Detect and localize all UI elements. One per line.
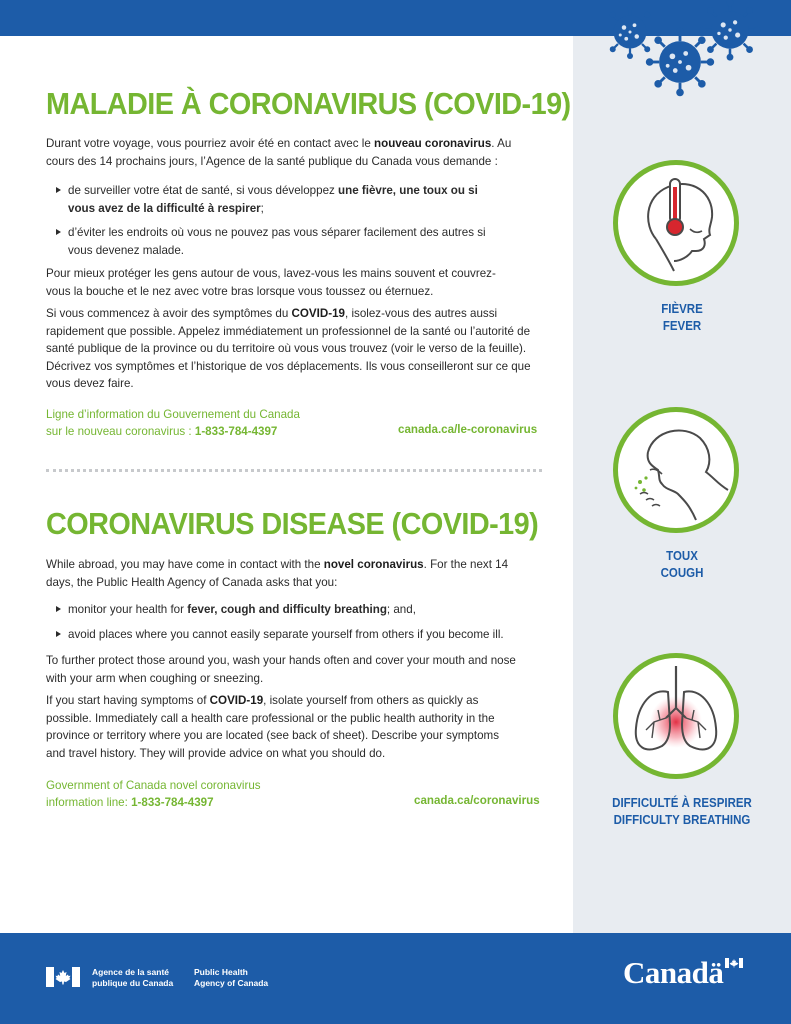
english-symptoms-text-2: , isolate yourself from others as quickly as possible. Immediately call a health care professional or the public health authority in the province or territory where you are located (see back of sheet). Describe your symptoms and travel history. They will provide advice on what you should do. <box>46 694 499 760</box>
list-item <box>46 224 506 259</box>
canada-flag-icon <box>725 958 743 968</box>
agency-name-fr <box>92 967 173 988</box>
breathing-label-en: DIFFICULTY BREATHING <box>613 813 751 827</box>
french-phone[interactable]: 1-833-784-4397 <box>194 425 278 438</box>
bullet-text-end: ; and, <box>386 603 416 616</box>
french-infoline <box>46 406 300 440</box>
agency-fr-line1: Agence de la santé <box>92 967 170 977</box>
bullet-bold: fever, cough and difficulty breathing <box>187 603 387 616</box>
english-infoline-text: Government of Canada novel coronavirus <box>46 779 261 792</box>
thermometer-head-icon <box>618 165 734 281</box>
canada-wordmark: Canadä <box>623 955 724 990</box>
list-item <box>46 182 506 217</box>
english-bullet-list <box>46 601 556 650</box>
cough-circle <box>613 407 739 533</box>
canada-flag-icon <box>46 967 80 987</box>
french-title: MALADIE À CORONAVIRUS (COVID-19) <box>46 86 571 121</box>
agency-fr-line2: publique du Canada <box>92 977 174 988</box>
coronavirus-icon <box>600 0 770 100</box>
english-intro-text: While abroad, you may have come in contact with the <box>46 558 324 571</box>
bullet-text: avoid places where you cannot easily separate yourself from others if you become ill. <box>68 627 504 641</box>
list-item <box>46 626 556 644</box>
section-divider <box>46 469 542 472</box>
bullet-triangle-icon <box>56 187 61 193</box>
french-protect: Pour mieux protéger les gens autour de vous, lavez-vous les mains souvent et couvrez-vous la bouche et le nez avec votre bras lorsque vous toussez ou éternuez. <box>46 267 496 298</box>
english-intro-text-2: . For the next 14 days, the Public Health Agency of Canada asks that you: <box>46 558 509 589</box>
english-infoline <box>46 777 261 811</box>
bullet-text-end: ; <box>260 201 264 215</box>
fever-label-fr: FIÈVRE <box>661 302 703 316</box>
bullet-triangle-icon <box>56 631 61 637</box>
english-symptoms <box>46 692 511 762</box>
english-symptoms-bold: COVID-19 <box>209 694 264 707</box>
english-intro <box>46 556 521 591</box>
breathing-label <box>586 795 777 829</box>
agency-en-line2: Agency of Canada <box>194 977 269 988</box>
french-intro-text: Durant votre voyage, vous pourriez avoir été en contact avec le <box>46 137 375 150</box>
english-url-link[interactable]: canada.ca/coronavirus <box>414 794 540 807</box>
french-intro-bold: nouveau coronavirus <box>374 137 492 150</box>
french-intro <box>46 135 526 170</box>
french-url-link[interactable]: canada.ca/le-coronavirus <box>398 423 538 436</box>
bullet-text: monitor your health for <box>68 603 188 616</box>
french-symptoms-text-2: , isolez-vous des autres aussi rapidement que possible. Appelez immédiatement un professionnel de la santé ou l’autorité de santé publique de la province ou du territoire où vous vous trouvez (voir le verso de la feuille). Décrivez vos symptômes et l’historique de vos déplacements. Ils vous conseilleront sur ce que vous devez faire. <box>46 307 531 390</box>
fever-circle <box>613 160 739 286</box>
cough-label-fr: TOUX <box>666 549 698 563</box>
english-infoline-text-2: information line: <box>46 796 132 809</box>
fever-label <box>586 301 777 335</box>
bullet-text: d’éviter les endroits où vous ne pouvez pas vous séparer facilement des autres si vous devenez malade. <box>68 226 486 257</box>
breathing-circle <box>613 653 739 779</box>
lungs-icon <box>618 658 734 774</box>
english-phone[interactable]: 1-833-784-4397 <box>131 796 214 809</box>
french-symptoms-text: Si vous commencez à avoir des symptômes du <box>46 307 292 320</box>
english-intro-bold: novel coronavirus <box>323 558 424 571</box>
french-bullet-list <box>46 182 506 266</box>
fever-label-en: FEVER <box>662 319 702 333</box>
bullet-triangle-icon <box>56 229 61 235</box>
french-infoline-text: Ligne d’information du Gouvernement du Canada <box>46 408 300 421</box>
bullet-text: de surveiller votre état de santé, si vous développez <box>68 184 339 197</box>
english-title: CORONAVIRUS DISEASE (COVID-19) <box>46 506 539 541</box>
english-symptoms-text: If you start having symptoms of <box>46 694 210 707</box>
english-protect: To further protect those around you, wash your hands often and cover your mouth and nose with your arm when coughing or sneezing. <box>46 654 516 685</box>
french-symptoms-bold: COVID-19 <box>291 307 345 320</box>
cough-label-en: COUGH <box>660 566 704 580</box>
french-intro-text-2: . Au cours des 14 prochains jours, l’Agence de la santé publique du Canada vous demande : <box>46 137 512 168</box>
cough-icon <box>618 412 734 528</box>
bullet-triangle-icon <box>56 606 61 612</box>
list-item <box>46 601 556 619</box>
agency-name-en <box>194 967 268 988</box>
breathing-label-fr: DIFFICULTÉ À RESPIRER <box>612 796 752 810</box>
bullet-bold: une fièvre, une toux ou si vous avez de la difficulté à respirer <box>68 184 478 215</box>
cough-label <box>586 548 777 582</box>
french-infoline-text-2: sur le nouveau coronavirus : <box>46 425 195 438</box>
agency-en-line1: Public Health <box>194 967 248 977</box>
french-symptoms <box>46 305 541 393</box>
